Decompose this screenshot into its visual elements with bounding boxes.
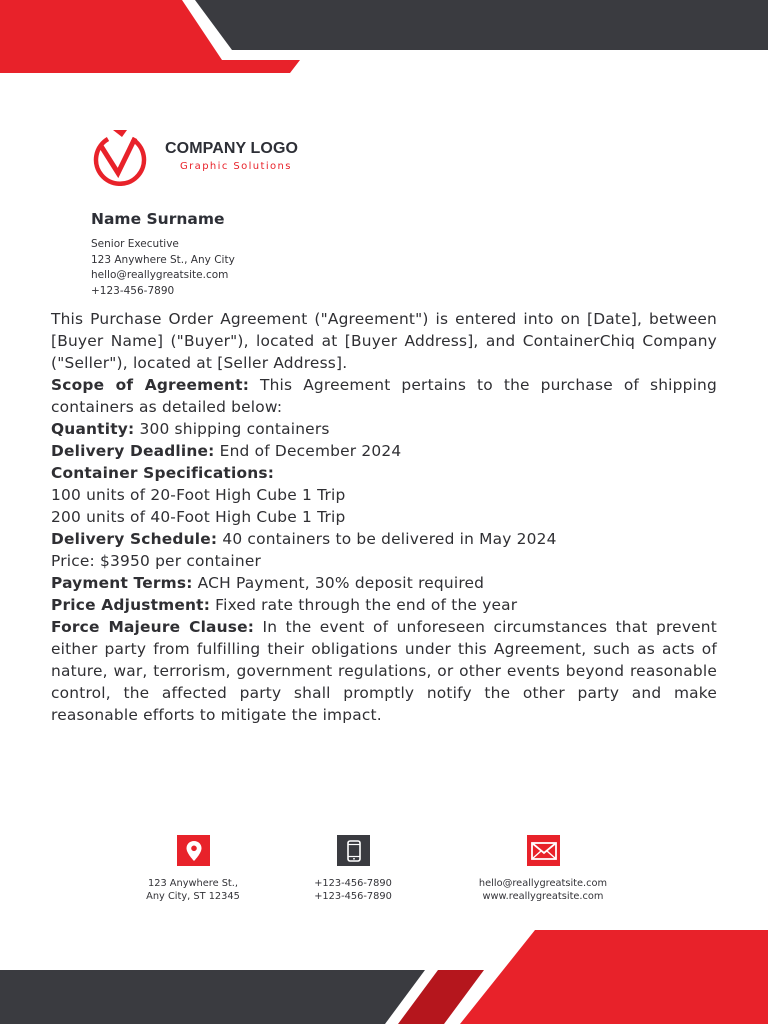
footer-phone-line: +123-456-7890 (314, 891, 392, 902)
force-majeure-label: Force Majeure Clause: (51, 618, 255, 636)
adjustment-line (51, 594, 717, 616)
scope-paragraph (51, 374, 717, 418)
schedule-line (51, 528, 717, 550)
schedule-label: Delivery Schedule: (51, 530, 218, 548)
company-logo-title: COMPANY LOGO (165, 140, 299, 157)
force-majeure-text: In the event of unforeseen circumstances that prevent either party from fulfilling their obligations under this Agreement, such as acts of nature, war, terrorism, government regulations, or other events beyond reasonable control, the affected party shall promptly notify the other party and make reasonable efforts to mitigate the impact. (51, 618, 717, 724)
footer-email: hello@reallygreatsite.com (478, 878, 608, 889)
deadline-label: Delivery Deadline: (51, 442, 215, 460)
footer-phones (268, 877, 438, 903)
footer-phone-badge (337, 835, 370, 866)
payment-label: Payment Terms: (51, 574, 193, 592)
specs-label: Container Specifications: (51, 464, 275, 482)
payment-line (51, 572, 717, 594)
footer-red-band (460, 930, 768, 1024)
header-decoration (0, 0, 768, 80)
quantity-value: 300 shipping containers (134, 420, 330, 438)
footer-email-badge (527, 835, 560, 866)
sender-contact-block (91, 237, 235, 299)
sender-name: Name Surname (91, 210, 225, 228)
sender-address: 123 Anywhere St., Any City (91, 253, 235, 266)
payment-value: ACH Payment, 30% deposit required (192, 574, 485, 592)
envelope-icon (531, 842, 557, 860)
specs-heading (51, 462, 717, 484)
deadline-line (51, 440, 717, 462)
footer-address-line: 123 Anywhere St., (147, 878, 238, 889)
sender-role: Senior Executive (91, 238, 179, 250)
quantity-label: Quantity: (51, 420, 135, 438)
spec-item: 100 units of 20-Foot High Cube 1 Trip (51, 486, 346, 504)
footer-address-line: Any City, ST 12345 (146, 891, 240, 902)
adjustment-value: Fixed rate through the end of the year (210, 596, 518, 614)
footer-dark-band (0, 970, 425, 1024)
company-logo-icon (91, 130, 149, 186)
agreement-intro: This Purchase Order Agreement ("Agreement") is entered into on [Date], between [Buyer Name] ("Buyer"), located at [Buyer Address], and ContainerChiq Company ("Seller"), located at [Seller Address]. (51, 310, 717, 372)
spec-item: 200 units of 40-Foot High Cube 1 Trip (51, 508, 346, 526)
footer-web-contact (458, 877, 628, 903)
location-pin-icon (186, 841, 202, 861)
force-majeure-paragraph (51, 616, 717, 726)
adjustment-label: Price Adjustment: (51, 596, 211, 614)
quantity-line (51, 418, 717, 440)
smartphone-icon (347, 840, 361, 862)
scope-text: This Agreement pertains to the purchase of shipping containers as detailed below: (51, 376, 717, 416)
schedule-value: 40 containers to be delivered in May 2024 (217, 530, 557, 548)
price-line: Price: $3950 per container (51, 552, 262, 570)
footer-decoration (0, 928, 768, 1024)
agreement-body (51, 308, 717, 726)
footer-location-badge (177, 835, 210, 866)
sender-email: hello@reallygreatsite.com (91, 269, 229, 281)
deadline-value: End of December 2024 (214, 442, 402, 460)
footer-address (108, 877, 278, 903)
company-logo-subtitle: Graphic Solutions (180, 161, 292, 172)
header-dark-band (195, 0, 768, 50)
footer-website: www.reallygreatsite.com (482, 891, 604, 902)
footer-phone-line: +123-456-7890 (314, 878, 392, 889)
sender-phone: +123-456-7890 (91, 284, 175, 297)
scope-label: Scope of Agreement: (51, 376, 250, 394)
